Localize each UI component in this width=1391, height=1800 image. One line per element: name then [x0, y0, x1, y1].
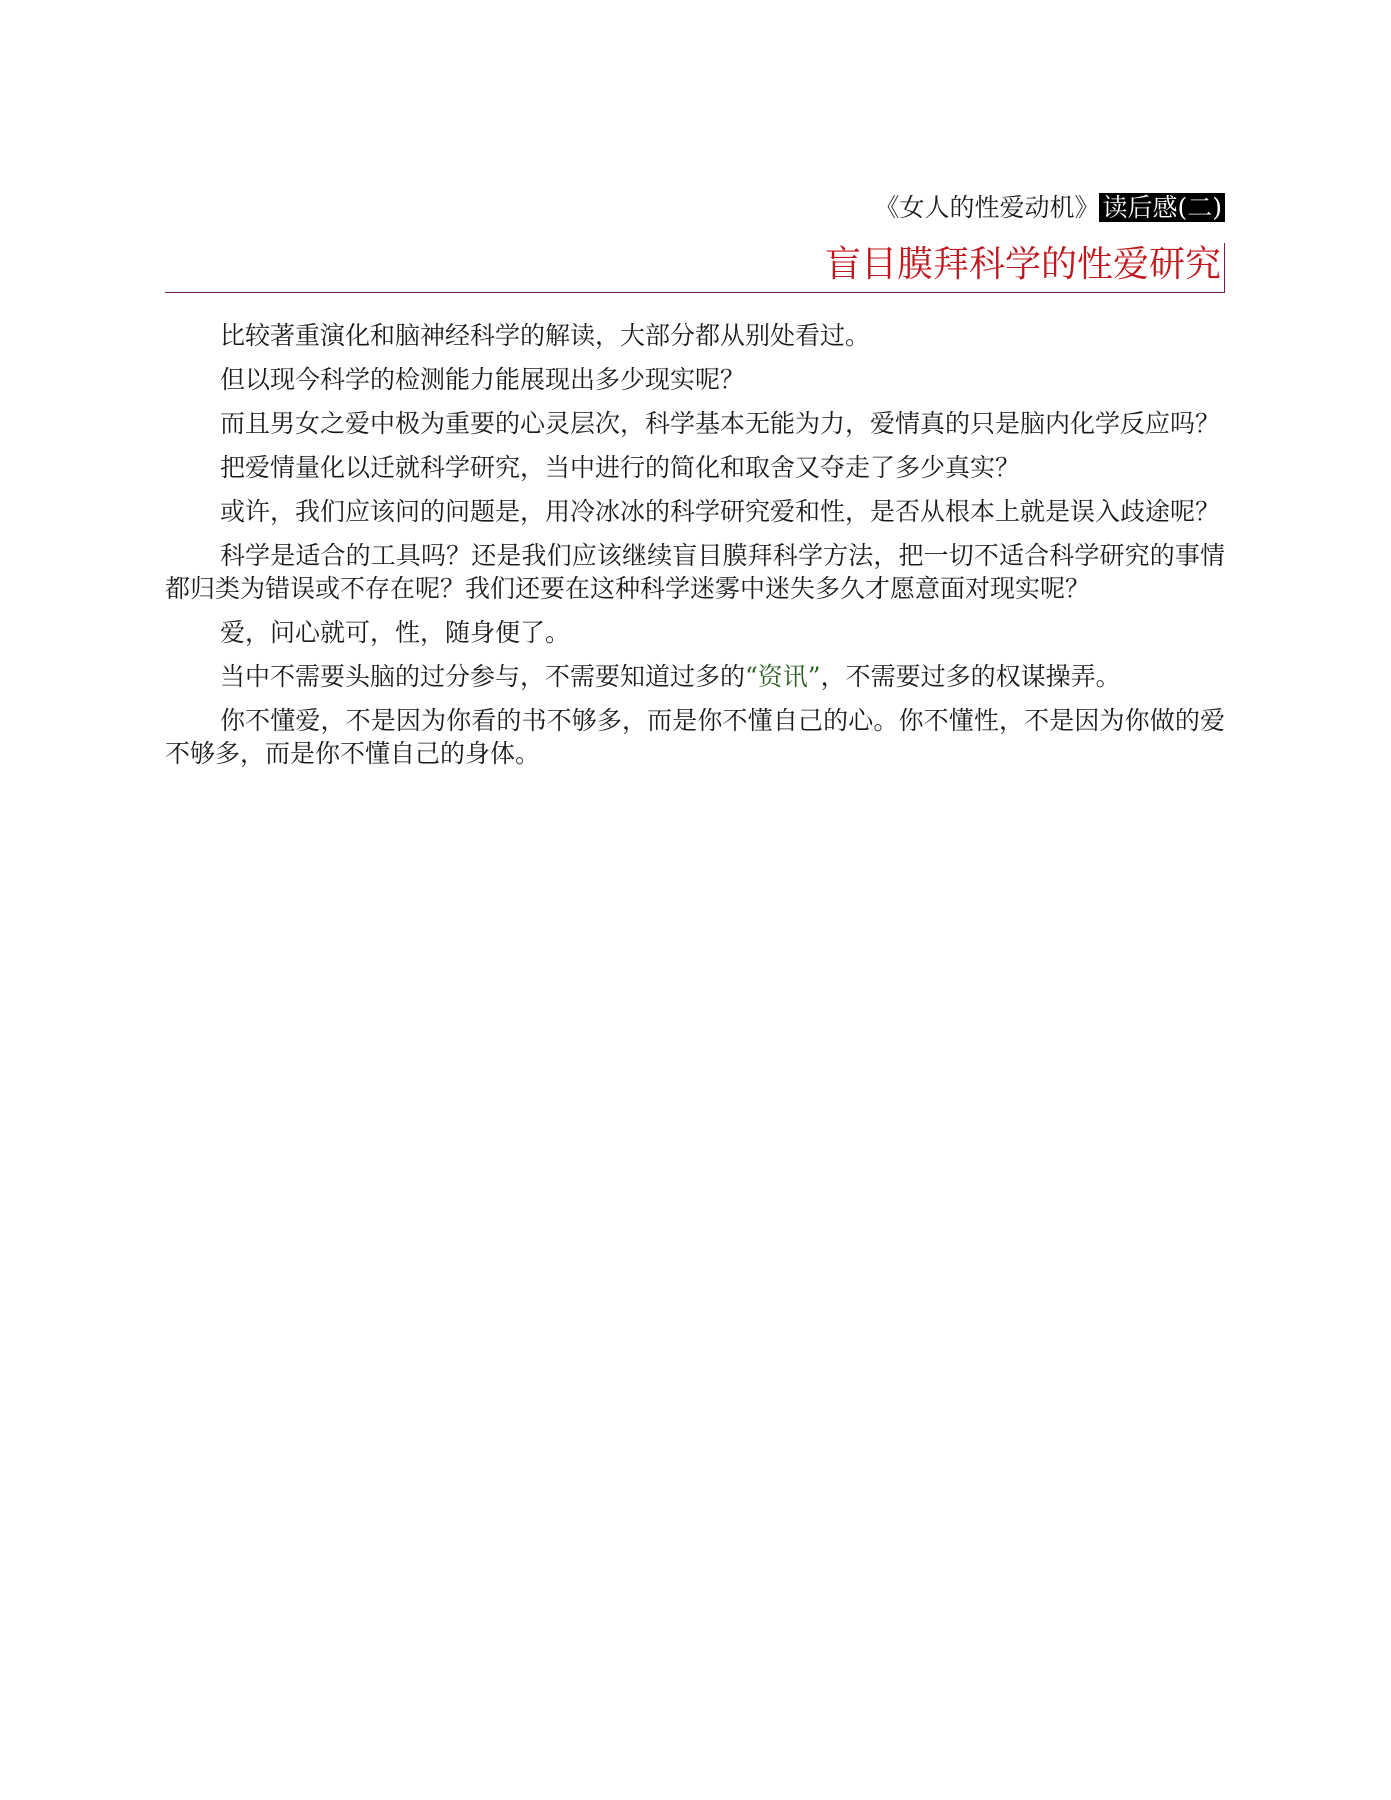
quote-lead-text: 当中不需要头脑的过分参与，不需要知道过多的 [220, 662, 746, 691]
paragraph-with-quote [165, 660, 1225, 693]
title-vertical-rule [1224, 243, 1226, 293]
paragraph: 或许，我们应该问的问题是，用冷冰冰的科学研究爱和性，是否从根本上就是误入歧途呢？ [220, 497, 1221, 526]
page-title: 盲目膜拜科学的性爱研究 [824, 244, 1221, 285]
paragraph: 把爱情量化以迁就科学研究，当中进行的简化和取舍又夺走了多少真实？ [220, 453, 1021, 482]
article-body [165, 319, 1225, 770]
paragraph: 但以现今科学的检测能力能展现出多少现实呢？ [220, 365, 746, 394]
paragraph: 科学是适合的工具吗？还是我们应该继续盲目膜拜科学方法，把一切不适合科学研究的事情都归类为错误或不存在呢？我们还要在这种科学迷雾中迷失多久才愿意面对现实呢？ [165, 541, 1225, 603]
paragraph: 比较著重演化和脑神经科学的解读，大部分都从别处看过。 [220, 321, 871, 350]
document-page [165, 190, 1225, 781]
section-label: 读后感(二) [1099, 193, 1225, 222]
closing-paragraph: 你不懂爱，不是因为你看的书不够多，而是你不懂自己的心。你不懂性，不是因为你做的爱不够多，而是你不懂自己的身体。 [165, 706, 1225, 768]
running-header [165, 190, 1225, 226]
paragraph: 而且男女之爱中极为重要的心灵层次，科学基本无能为力，爱情真的只是脑内化学反应吗？ [220, 409, 1221, 438]
quoted-term: “资讯” [745, 662, 821, 691]
title-block [165, 242, 1225, 293]
quote-trail-text: ，不需要过多的权谋操弄。 [820, 662, 1121, 691]
paragraph: 爱，问心就可，性，随身便了。 [220, 618, 571, 647]
book-title: 《女人的性爱动机》 [874, 193, 1100, 222]
